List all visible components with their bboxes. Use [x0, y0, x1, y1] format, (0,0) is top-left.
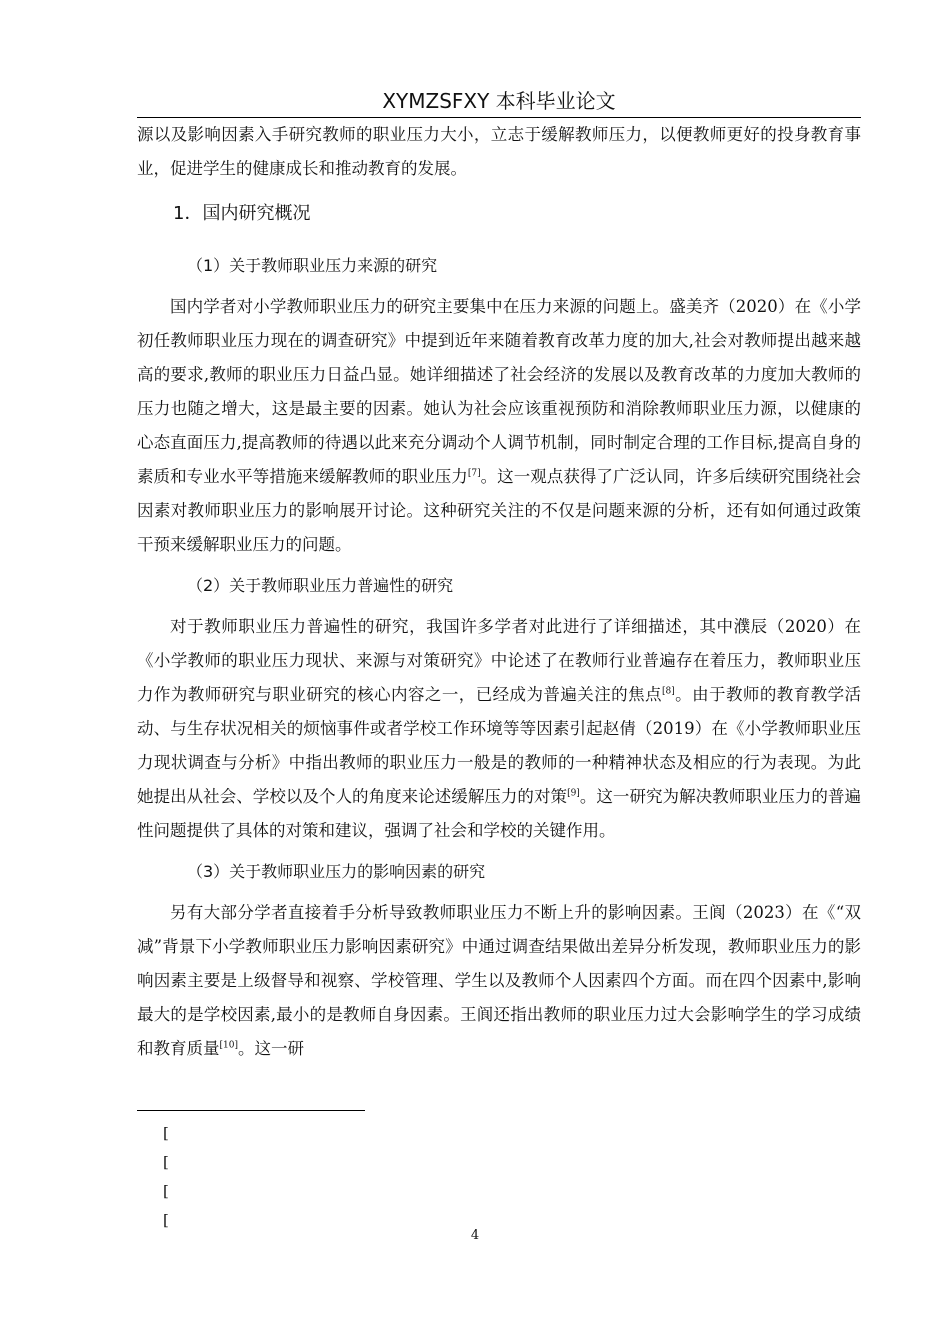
footnote-separator	[137, 1110, 365, 1111]
citation-9: [9]	[567, 788, 580, 799]
subsection-heading-1: （1）关于教师职业压力来源的研究	[187, 256, 438, 275]
paragraph-3	[137, 896, 861, 1066]
subsection-heading-2: （2）关于教师职业压力普遍性的研究	[187, 576, 454, 595]
footnote-item: [	[163, 1153, 169, 1171]
paragraph-2-text-a: 对于教师职业压力普遍性的研究，我国许多学者对此进行了详细描述，其中濮辰（2020）在《小学教师的职业压力现状、来源与对策研究》中论述了在教师行业普遍存在着压力，教师职业压力作为教师研究与职业研究的核心内容之一，已经成为普遍关注的焦点	[137, 617, 861, 704]
citation-7: [7]	[467, 468, 481, 479]
paragraph-2	[137, 610, 861, 848]
running-header: XYMZSFXY 本科毕业论文	[382, 89, 616, 113]
footnote-item: [	[163, 1211, 169, 1229]
citation-10: [10]	[219, 1040, 238, 1051]
paragraph-2-text-b: 。由于教师的教育教学活动、与生存状况相关的烦恼事件或者学校工作环境等等因素引起赵倩（2019）在《小学教师职业压力现状调查与分析》中指出教师的职业压力一般是的教师的一种精神状态及相应的行为表现。为此她提出从社会、学校以及个人的角度来论述缓解压力的对策	[137, 685, 862, 806]
footnote-item: [	[163, 1124, 169, 1142]
paragraph-1-text-a: 国内学者对小学教师职业压力的研究主要集中在压力来源的问题上。盛美齐（2020）在《小学初任教师职业压力现在的调查研究》中提到近年来随着教育改革力度的加大,社会对教师提出越来越高的要求,教师的职业压力日益凸显。她详细描述了社会经济的发展以及教育改革的力度加大教师的压力也随之增大，这是最主要的因素。她认为社会应该重视预防和消除教师职业压力源，以健康的心态直面压力,提高教师的待遇以此来充分调动个人调节机制，同时制定合理的工作目标,提高自身的素质和专业水平等措施来缓解教师的职业压力	[137, 297, 861, 486]
paragraph-3-text-b: 。这一研	[237, 1039, 304, 1058]
footnote-item: [	[163, 1182, 169, 1200]
paragraph-intro-continued: 源以及影响因素入手研究教师的职业压力大小，立志于缓解教师压力，以便教师更好的投身教育事业，促进学生的健康成长和推动教育的发展。	[137, 125, 861, 178]
paragraph-1-text-b: 。这一观点获得了广泛认同，许多后续研究围绕社会因素对教师职业压力的影响展开讨论。这种研究关注的不仅是问题来源的分析，还有如何通过政策干预来缓解职业压力的问题。	[137, 467, 862, 554]
paragraph-1	[137, 290, 861, 562]
footnotes	[163, 1122, 169, 1238]
body-text	[137, 118, 861, 1066]
paragraph-2-text-c: 。这一研究为解决教师职业压力的普遍性问题提供了具体的对策和建议，强调了社会和学校的关键作用。	[137, 787, 862, 840]
citation-8: [8]	[661, 686, 675, 697]
section-heading: 1．国内研究概况	[173, 203, 311, 224]
subsection-heading-3: （3）关于教师职业压力的影响因素的研究	[187, 862, 486, 881]
page-number: 4	[470, 1228, 480, 1243]
paragraph-3-text-a: 另有大部分学者直接着手分析导致教师职业压力不断上升的影响因素。王阆（2023）在《“双减”背景下小学教师职业压力影响因素研究》中通过调查结果做出差异分析发现，教师职业压力的影响因素主要是上级督导和视察、学校管理、学生以及教师个人因素四个方面。而在四个因素中,影响最大的是学校因素,最小的是教师自身因素。王阆还指出教师的职业压力过大会影响学生的学习成绩和教育质量	[137, 903, 861, 1058]
